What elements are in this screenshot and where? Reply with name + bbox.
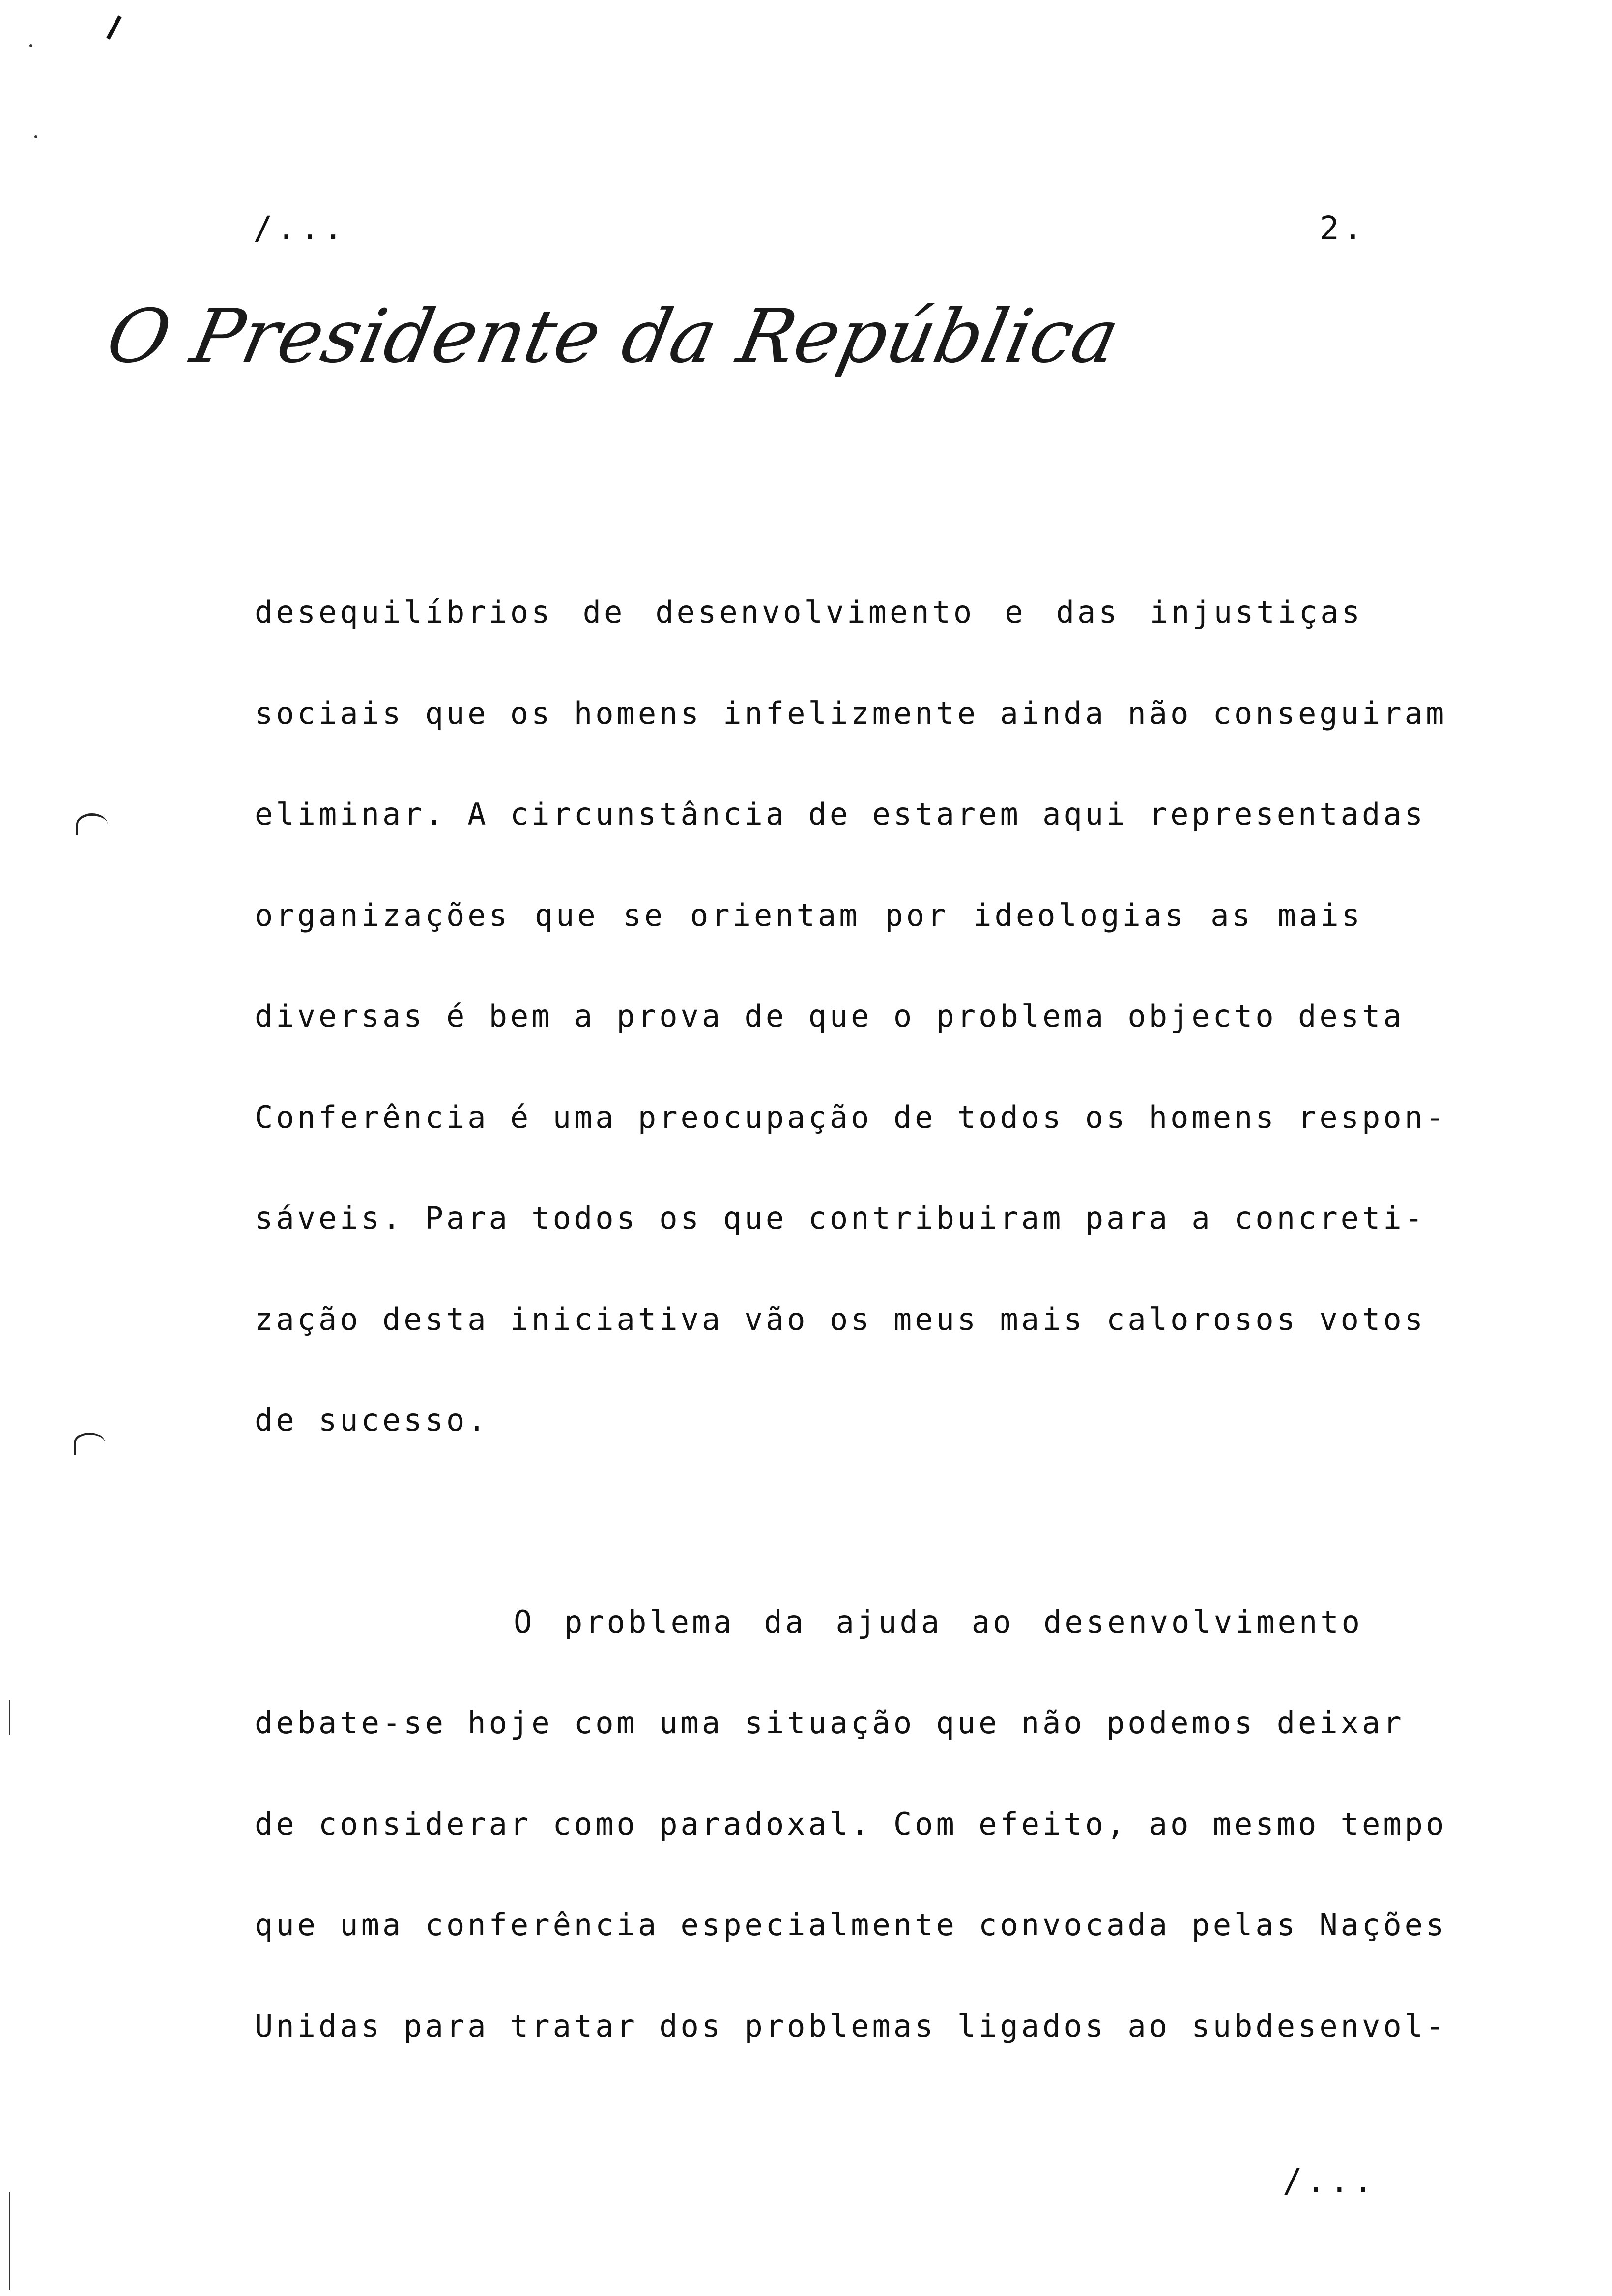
scan-mark (34, 135, 37, 138)
text-line: Unidas para tratar dos problemas ligados ao subdesenvol- (255, 2008, 1447, 2044)
scan-mark (76, 813, 108, 835)
text-line: O problema da ajuda ao desenvolvimento (514, 1604, 1363, 1640)
text-line: diversas é bem a prova de que o problema objecto desta (255, 998, 1405, 1034)
scan-mark (74, 1433, 105, 1455)
text-line: de considerar como paradoxal. Com efeito, ao mesmo tempo (255, 1806, 1447, 1842)
continuation-mark-top: /... (253, 209, 347, 247)
text-line: sáveis. Para todos os que contribuiram para a concreti- (255, 1200, 1426, 1236)
text-line: desequilíbrios de desenvolvimento e das injustiças (255, 594, 1363, 630)
scan-mark (9, 2192, 10, 2290)
text-line: organizações que se orientam por ideologias as mais (255, 897, 1363, 933)
text-line: zação desta iniciativa vão os meus mais calorosos votos (255, 1301, 1426, 1337)
scan-mark (9, 1700, 10, 1735)
text-line: debate-se hoje com uma situação que não podemos deixar (255, 1705, 1405, 1741)
text-line: sociais que os homens infelizmente ainda não conseguiram (255, 695, 1447, 731)
page-number: 2. (1320, 209, 1367, 247)
text-line: de sucesso. (255, 1402, 489, 1438)
text-line: eliminar. A circunstância de estarem aqui representadas (255, 796, 1426, 832)
text-line: que uma conferência especialmente convocada pelas Nações (255, 1907, 1447, 1943)
scan-mark (106, 15, 121, 40)
letterhead-script: O Presidente da República (99, 294, 1127, 379)
scan-mark (29, 44, 32, 47)
text-line: Conferência é uma preocupação de todos os homens respon- (255, 1099, 1447, 1135)
continuation-mark-bottom: /... (1283, 2162, 1377, 2200)
